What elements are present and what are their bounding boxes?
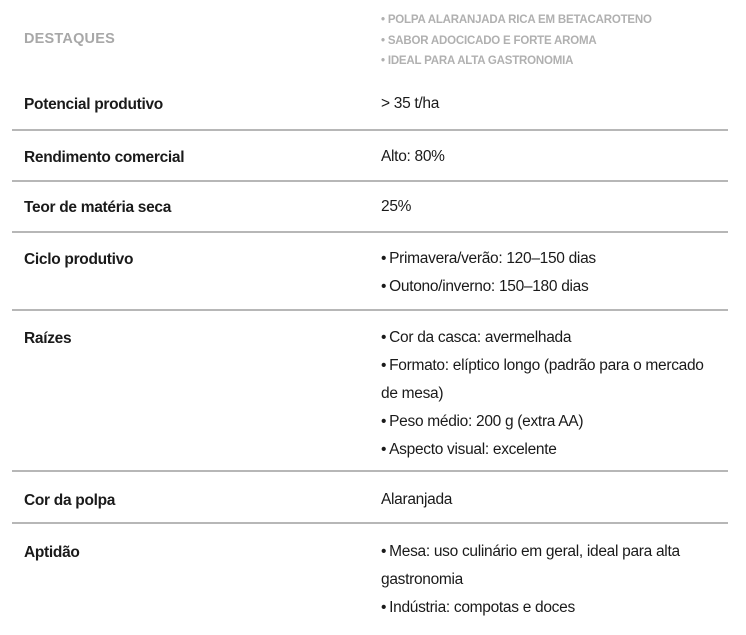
- spec-label: Potencial produtivo: [24, 96, 163, 113]
- spec-value-item: • Primavera/verão: 120–150 dias: [381, 245, 721, 273]
- spec-label: Teor de matéria seca: [24, 199, 172, 216]
- spec-row-raizes: [12, 311, 728, 472]
- spec-label: Cor da polpa: [24, 492, 116, 509]
- spec-value: [381, 324, 721, 464]
- spec-value: Alaranjada: [381, 491, 453, 508]
- highlight-item: • POLPA ALARANJADA RICA EM BETACAROTENO: [381, 10, 652, 31]
- spec-label: Raízes: [24, 330, 72, 347]
- spec-value-item: • Peso médio: 200 g (extra AA): [381, 408, 721, 436]
- highlights-title: DESTAQUES: [24, 31, 115, 47]
- spec-value-item: • Indústria: compotas e doces: [381, 594, 721, 622]
- spec-value-item: • Aspecto visual: excelente: [381, 436, 721, 464]
- spec-row-teor-materia-seca: [12, 182, 728, 233]
- spec-value-list: [381, 538, 721, 622]
- spec-value-item: • Outono/inverno: 150–180 dias: [381, 273, 721, 301]
- highlights-section: [0, 0, 746, 80]
- spec-row-potencial-produtivo: [12, 80, 728, 131]
- spec-row-aptidao: [12, 524, 728, 635]
- spec-label: Aptidão: [24, 544, 80, 561]
- highlights-list: [381, 10, 652, 72]
- spec-value: > 35 t/ha: [381, 95, 440, 112]
- spec-row-ciclo-produtivo: [12, 233, 728, 311]
- highlight-item: • SABOR ADOCICADO E FORTE AROMA: [381, 31, 652, 52]
- spec-label: Ciclo produtivo: [24, 251, 134, 268]
- spec-value: [381, 538, 721, 622]
- highlight-item: • IDEAL PARA ALTA GASTRONOMIA: [381, 51, 652, 72]
- spec-value: Alto: 80%: [381, 148, 445, 165]
- spec-row-cor-da-polpa: [12, 472, 728, 524]
- spec-value-list: [381, 245, 721, 301]
- spec-label: Rendimento comercial: [24, 149, 185, 166]
- spec-value: [381, 245, 721, 301]
- spec-value-item: • Mesa: uso culinário em geral, ideal para alta gastronomia: [381, 538, 721, 594]
- spec-value-item: • Cor da casca: avermelhada: [381, 324, 721, 352]
- spec-value-item: • Formato: elíptico longo (padrão para o mercado de mesa): [381, 352, 721, 408]
- spec-value-list: [381, 324, 721, 464]
- spec-value: 25%: [381, 198, 412, 215]
- spec-row-rendimento-comercial: [12, 131, 728, 182]
